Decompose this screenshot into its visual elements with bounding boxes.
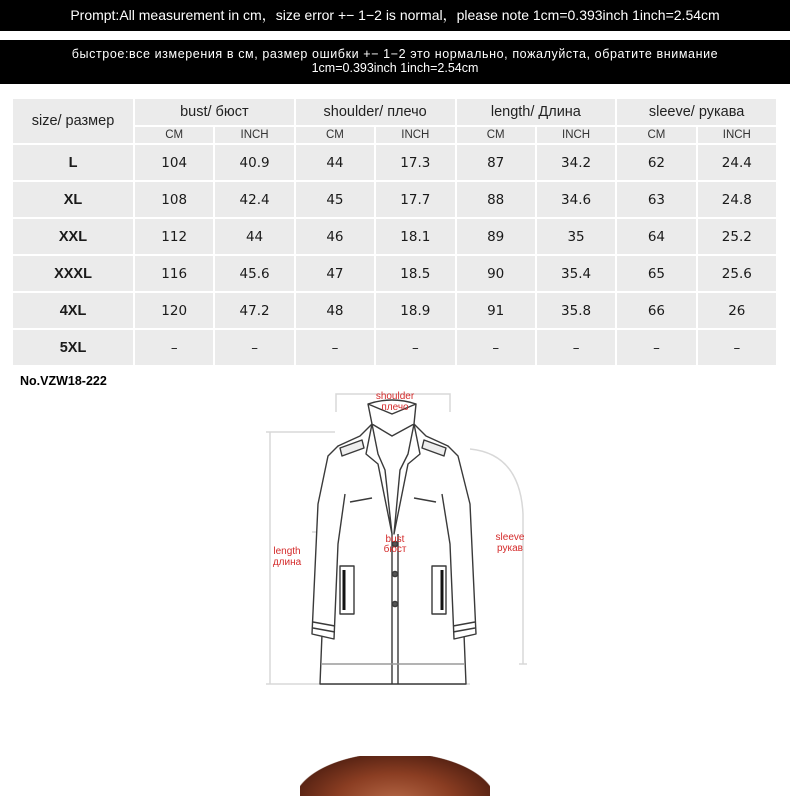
size-cell: XXL: [12, 218, 134, 255]
measurement-cell: 34.6: [536, 181, 616, 218]
prompt-text-russian-line2: 1cm=0.393inch 1inch=2.54cm: [311, 61, 479, 75]
measurement-cell: –: [616, 329, 696, 366]
measurement-cell: –: [214, 329, 294, 366]
measurement-cell: 24.4: [697, 144, 777, 181]
table-header-row: [12, 98, 777, 126]
measurement-cell: 66: [616, 292, 696, 329]
measurement-cell: 88: [456, 181, 536, 218]
shoulder-header: shoulder/ плечо: [295, 98, 456, 126]
measurement-cell: 46: [295, 218, 375, 255]
size-cell: XL: [12, 181, 134, 218]
shoulder-label-ru: плечо: [381, 402, 409, 413]
measurement-cell: 45.6: [214, 255, 294, 292]
unit-inch: INCH: [214, 126, 294, 144]
sleeve-label-ru: рукав: [497, 543, 523, 554]
measurement-cell: –: [536, 329, 616, 366]
measurement-cell: 24.8: [697, 181, 777, 218]
measurement-cell: 104: [134, 144, 214, 181]
unit-cm: CM: [295, 126, 375, 144]
measurement-cell: 87: [456, 144, 536, 181]
table-row: [12, 218, 777, 255]
measurement-cell: 63: [616, 181, 696, 218]
measurement-cell: 40.9: [214, 144, 294, 181]
size-cell: XXXL: [12, 255, 134, 292]
prompt-text-english: Prompt:All measurement in cm，size error +− 1−2 is normal，please note 1cm=0.393inch 1inch=2.54cm: [70, 7, 720, 23]
size-cell: L: [12, 144, 134, 181]
bust-label-ru: бюст: [383, 544, 407, 555]
measurement-cell: 112: [134, 218, 214, 255]
size-chart-table: [11, 97, 778, 367]
measurement-cell: 65: [616, 255, 696, 292]
measurement-cell: –: [134, 329, 214, 366]
unit-cm: CM: [616, 126, 696, 144]
unit-inch: INCH: [536, 126, 616, 144]
unit-inch: INCH: [697, 126, 777, 144]
measurement-cell: 25.2: [697, 218, 777, 255]
sleeve-header: sleeve/ рукава: [616, 98, 777, 126]
size-header: size/ размер: [12, 98, 134, 144]
measurement-cell: 18.1: [375, 218, 455, 255]
measurement-cell: 47: [295, 255, 375, 292]
measurement-cell: 25.6: [697, 255, 777, 292]
leather-coat-photo-crop: [300, 756, 490, 796]
measurement-cell: 17.7: [375, 181, 455, 218]
measurement-cell: 17.3: [375, 144, 455, 181]
measurement-cell: –: [295, 329, 375, 366]
model-number: No.VZW18-222: [20, 374, 107, 388]
measurement-cell: 64: [616, 218, 696, 255]
table-row: [12, 181, 777, 218]
measurement-cell: –: [456, 329, 536, 366]
measurement-cell: 42.4: [214, 181, 294, 218]
length-header: length/ Длина: [456, 98, 617, 126]
table-row: [12, 255, 777, 292]
measurement-cell: 91: [456, 292, 536, 329]
measurement-cell: 35: [536, 218, 616, 255]
measurement-cell: –: [697, 329, 777, 366]
length-label-ru: длина: [272, 557, 302, 568]
prompt-text-russian-line1: быстрое:все измерения в см, размер ошибки +− 1−2 это нормально, пожалуйста, обратите внимание: [71, 47, 719, 61]
unit-cm: CM: [134, 126, 214, 144]
measurement-cell: 108: [134, 181, 214, 218]
prompt-banner-english: [0, 0, 790, 31]
measurement-cell: 18.9: [375, 292, 455, 329]
measurement-cell: 116: [134, 255, 214, 292]
measurement-cell: 89: [456, 218, 536, 255]
measurement-cell: 120: [134, 292, 214, 329]
measurement-cell: 18.5: [375, 255, 455, 292]
measurement-cell: 44: [214, 218, 294, 255]
size-cell: 4XL: [12, 292, 134, 329]
measurement-cell: 48: [295, 292, 375, 329]
bust-label-en: bust: [385, 534, 405, 545]
table-row: [12, 292, 777, 329]
measurement-cell: 26: [697, 292, 777, 329]
sleeve-label-en: sleeve: [495, 532, 525, 543]
measurement-cell: 90: [456, 255, 536, 292]
coat-measurement-diagram: [0, 384, 790, 704]
measurement-cell: 47.2: [214, 292, 294, 329]
measurement-cell: 44: [295, 144, 375, 181]
measurement-cell: –: [375, 329, 455, 366]
shoulder-label-en: shoulder: [375, 391, 415, 402]
measurement-cell: 35.8: [536, 292, 616, 329]
unit-cm: CM: [456, 126, 536, 144]
measurement-cell: 62: [616, 144, 696, 181]
prompt-banner-russian: [0, 40, 790, 84]
table-row: [12, 329, 777, 366]
table-row: [12, 144, 777, 181]
measurement-cell: 34.2: [536, 144, 616, 181]
unit-inch: INCH: [375, 126, 455, 144]
measurement-cell: 35.4: [536, 255, 616, 292]
size-cell: 5XL: [12, 329, 134, 366]
bust-header: bust/ бюст: [134, 98, 295, 126]
measurement-cell: 45: [295, 181, 375, 218]
length-label-en: length: [273, 546, 301, 557]
